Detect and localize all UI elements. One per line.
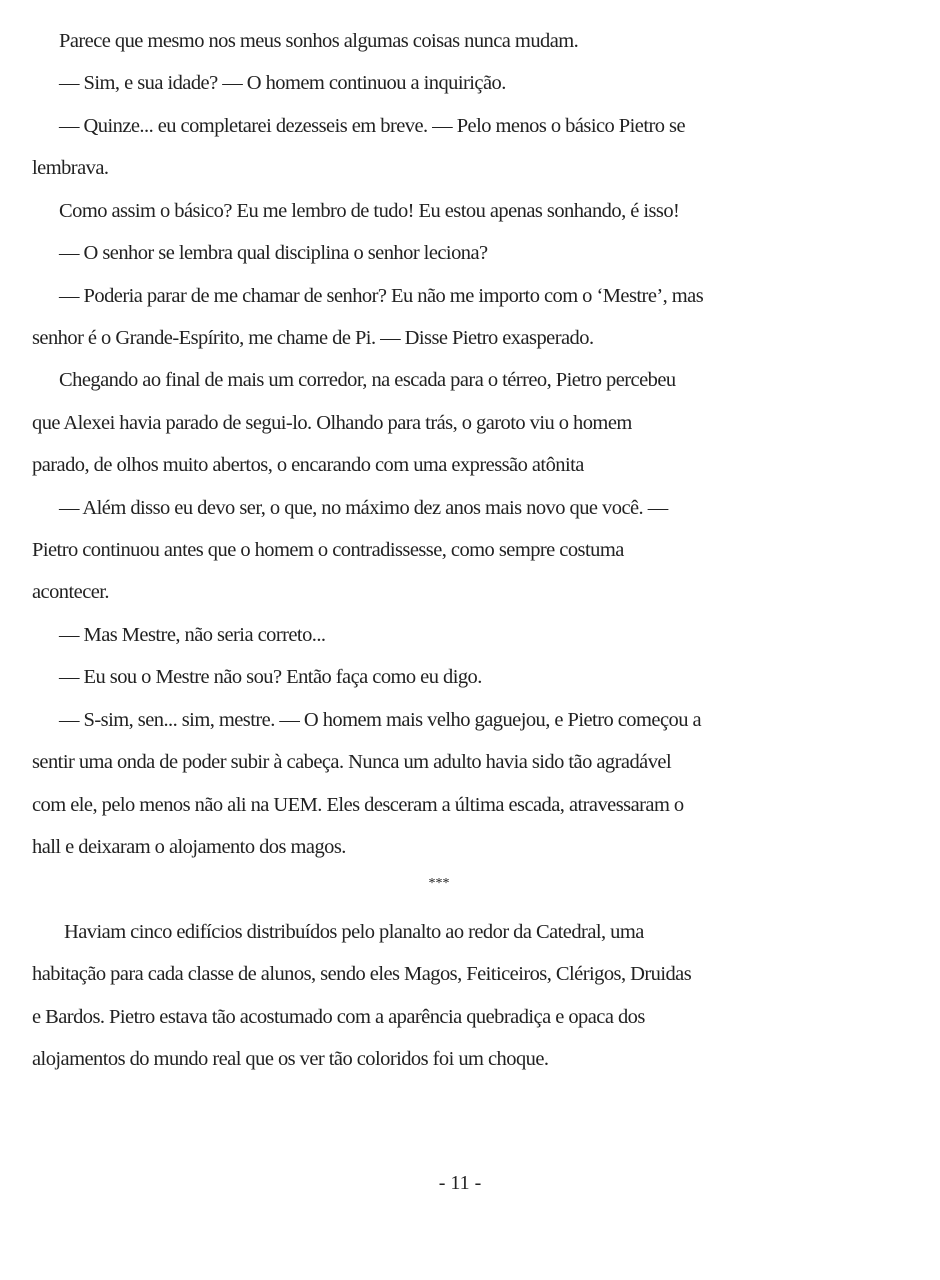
text-line: lembrava. bbox=[32, 157, 109, 179]
text-line: e Bardos. Pietro estava tão acostumado com a aparência quebradiça e opaca dos bbox=[32, 1006, 645, 1028]
text-line: hall e deixaram o alojamento dos magos. bbox=[32, 836, 346, 858]
text-line: Chegando ao final de mais um corredor, na escada para o térreo, Pietro percebeu bbox=[59, 369, 676, 391]
text-line: — Sim, e sua idade? — O homem continuou a inquirição. bbox=[59, 72, 506, 94]
page-number: - 11 - bbox=[438, 1172, 482, 1194]
text-line: habitação para cada classe de alunos, sendo eles Magos, Feiticeiros, Clérigos, Druidas bbox=[32, 963, 692, 985]
text-line: — Quinze... eu completarei dezesseis em breve. — Pelo menos o básico Pietro se bbox=[59, 115, 686, 137]
text-line: Como assim o básico? Eu me lembro de tudo! Eu estou apenas sonhando, é isso! bbox=[59, 200, 680, 222]
text-line: — Eu sou o Mestre não sou? Então faça como eu digo. bbox=[59, 666, 482, 688]
text-line: Pietro continuou antes que o homem o contradissesse, como sempre costuma bbox=[32, 539, 624, 561]
text-line: Haviam cinco edifícios distribuídos pelo planalto ao redor da Catedral, uma bbox=[64, 921, 644, 943]
text-line: sentir uma onda de poder subir à cabeça. Nunca um adulto havia sido tão agradável bbox=[32, 751, 672, 773]
section-separator: *** bbox=[428, 876, 450, 891]
text-line: senhor é o Grande-Espírito, me chame de Pi. — Disse Pietro exasperado. bbox=[32, 327, 594, 349]
text-line: — O senhor se lembra qual disciplina o senhor leciona? bbox=[59, 242, 488, 264]
text-line: Parece que mesmo nos meus sonhos algumas coisas nunca mudam. bbox=[59, 30, 579, 52]
text-line: — S-sim, sen... sim, mestre. — O homem mais velho gaguejou, e Pietro começou a bbox=[59, 709, 702, 731]
text-line: alojamentos do mundo real que os ver tão coloridos foi um choque. bbox=[32, 1048, 549, 1070]
text-line: com ele, pelo menos não ali na UEM. Eles desceram a última escada, atravessaram o bbox=[32, 794, 684, 816]
text-line: acontecer. bbox=[32, 581, 110, 603]
text-line: — Mas Mestre, não seria correto... bbox=[59, 624, 326, 646]
text-line: — Poderia parar de me chamar de senhor? Eu não me importo com o ‘Mestre’, mas bbox=[59, 285, 704, 307]
text-line: — Além disso eu devo ser, o que, no máximo dez anos mais novo que você. — bbox=[59, 497, 668, 519]
text-line: que Alexei havia parado de segui-lo. Olhando para trás, o garoto viu o homem bbox=[32, 412, 632, 434]
text-line: parado, de olhos muito abertos, o encarando com uma expressão atônita bbox=[32, 454, 584, 476]
